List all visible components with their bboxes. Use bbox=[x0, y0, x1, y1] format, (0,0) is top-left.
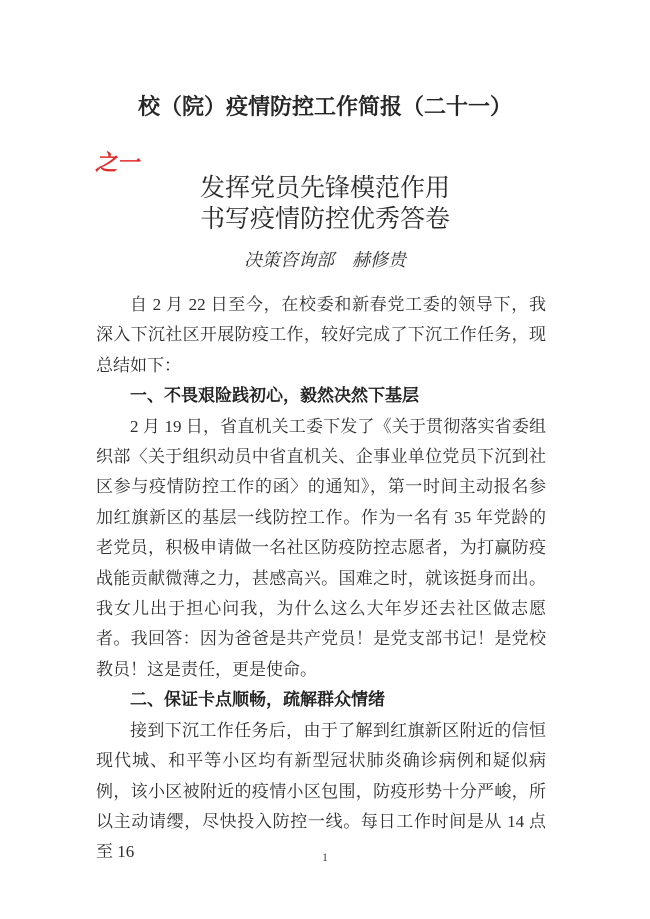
body-paragraph: 自 2 月 22 日至今，在校委和新春党工委的领导下，我深入下沉社区开展防疫工作，较好完成了下沉工作任务，现总结如下： bbox=[96, 295, 546, 375]
section-heading: 二、保证卡点顺畅，疏解群众情绪 bbox=[130, 690, 385, 710]
body-paragraph: 2 月 19 日，省直机关工委下发了《关于贯彻落实省委组织部〈关于组织动员中省直机关、企事业单位党员下沉到社区参与疫情防控工作的函〉的通知》，第一时间主动报名参加红旗新区的基层一线防控工作。作为一名有 35 年党龄的老党员，积极申请做一名社区防疫防控志愿者，为打赢防疫战能贡献微薄之力，甚感高兴。国难之时，就该挺身而出。我女儿出于担心问我，为什么这么大年岁还去社区做志愿者。我回答：因为爸爸是共产党员！是党支部书记！是党校教员！这是责任，更是使命。 bbox=[96, 416, 546, 679]
series-label: 之一 bbox=[95, 150, 140, 175]
article-title-line2: 书写疫情防控优秀答卷 bbox=[199, 206, 450, 233]
article-title bbox=[0, 173, 650, 235]
section-heading: 一、不畏艰险践初心，毅然决然下基层 bbox=[130, 386, 419, 406]
document-body bbox=[96, 290, 546, 868]
article-title-line1: 发挥党员先锋模范作用 bbox=[199, 175, 450, 202]
document-title: 校（院）疫情防控工作简报（二十一） bbox=[137, 94, 512, 119]
page-number: 1 bbox=[322, 850, 328, 864]
byline: 决策咨询部 赫修贵 bbox=[244, 250, 406, 270]
body-paragraph: 接到下沉工作任务后，由于了解到红旗新区附近的信恒现代城、和平等小区均有新型冠状肺炎确诊病例和疑似病例，该小区被附近的疫情小区包围，防疫形势十分严峻，所以主动请缨，尽快投入防控一线。每日工作时间是从 14 点至 16 bbox=[96, 720, 546, 862]
